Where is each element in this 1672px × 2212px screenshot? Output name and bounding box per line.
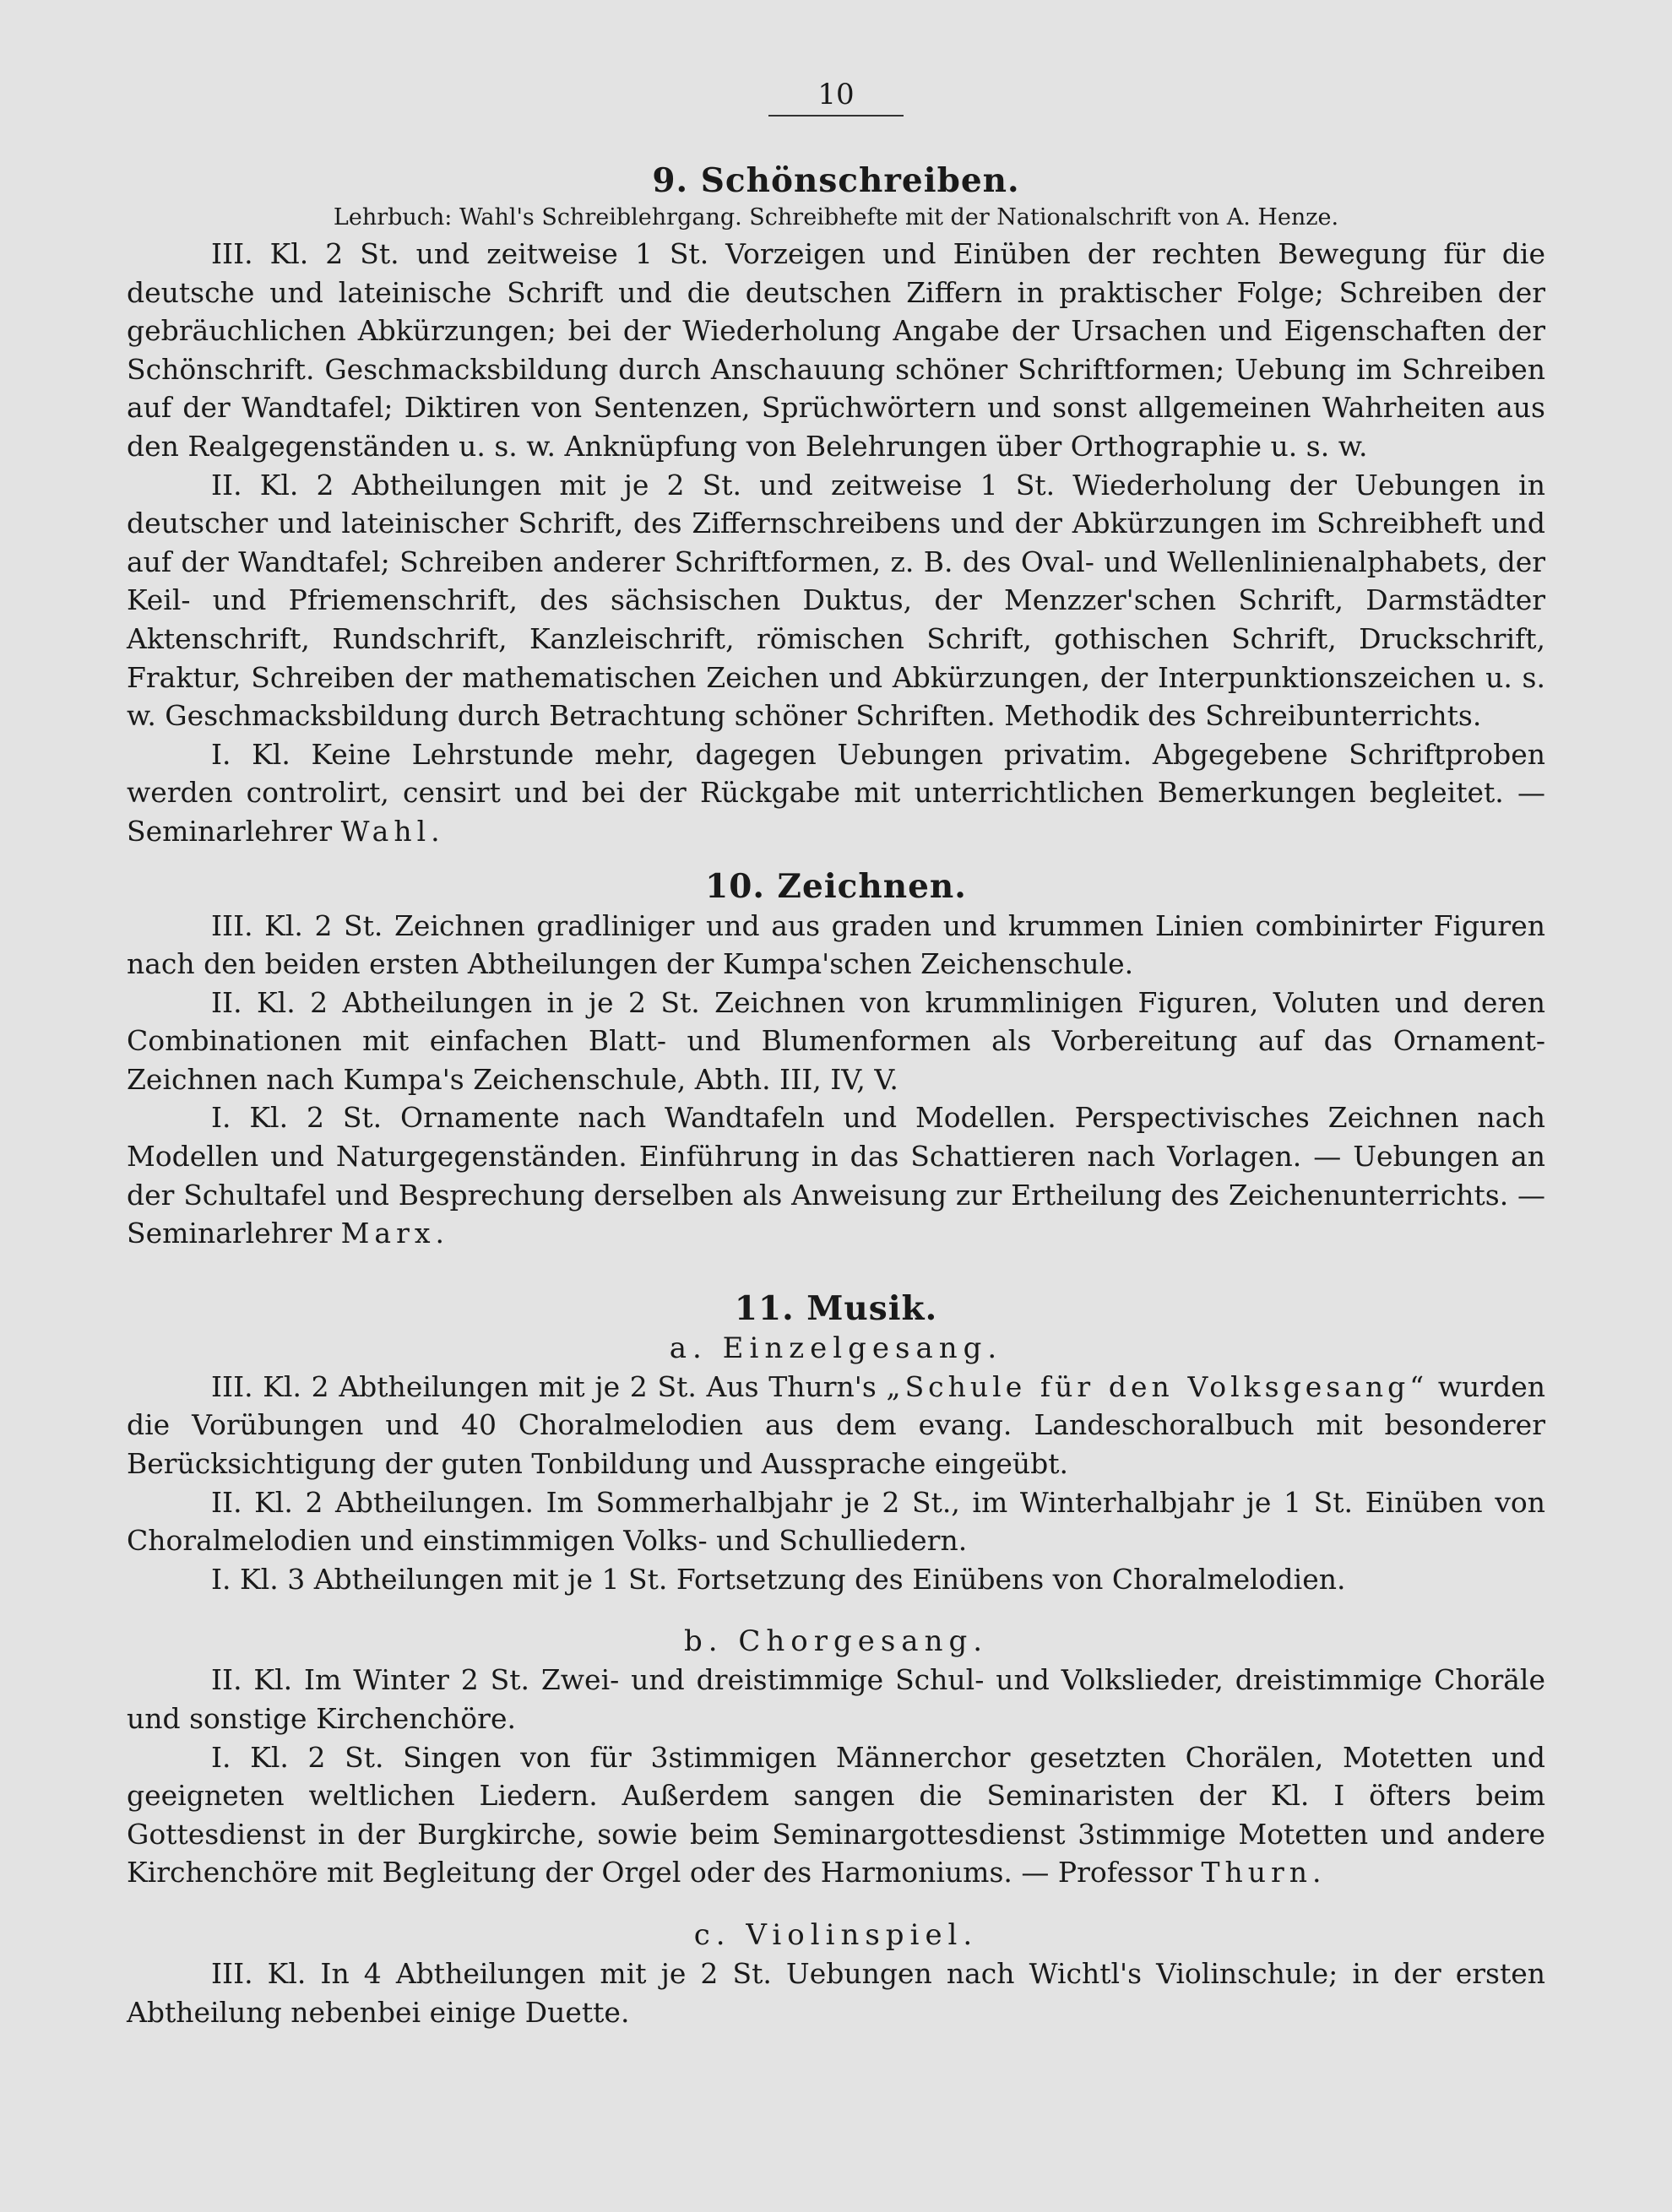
paragraph-text: wurden die Vorübungen und 40 Choralmelodien aus dem evang. Landeschoralbuch mit besonderer Berücksichtigung der guten Tonbildung und Aussprache eingeübt. <box>127 1369 1545 1481</box>
section-title-musik: 11. Musik. <box>734 1288 938 1328</box>
subsection-einzelgesang: a. Einzelgesang. <box>669 1331 1003 1365</box>
paragraph-text: I. Kl. 2 St. Ornamente nach Wandtafeln und Modellen. Perspectivisches Zeichnen nach Modellen und Naturgegenständen. Einführung in das Schattieren nach Vorlagen. — Uebungen an der Schultafel und Besprechung derselben als Anweisung zur Ertheilung des Zeichenunterrichts. — Seminarlehrer <box>127 1101 1545 1250</box>
section-title-zeichnen: 10. Zeichnen. <box>705 866 967 906</box>
subsection-violinspiel: c. Violinspiel. <box>693 1917 979 1952</box>
section-title-schoenschreiben: 9. Schönschreiben. <box>652 161 1020 200</box>
paragraph-class-3-zeichnen: III. Kl. 2 St. Zeichnen gradliniger und aus graden und krummen Linien combinirter Figuren nach den beiden ersten Abtheilungen der Kumpa'schen Zeichenschule. <box>127 908 1545 981</box>
teacher-name: Wahl. <box>340 814 445 848</box>
paragraph-class-1-einzelgesang: I. Kl. 3 Abtheilungen mit je 1 St. Fortsetzung des Einübens von Choralmelodien. <box>211 1562 1346 1596</box>
paragraph-text: I. Kl. 2 St. Singen von für 3stimmigen Männerchor gesetzten Chorälen, Motetten und geeigneten weltlichen Liedern. Außerdem sangen die Seminaristen der Kl. I öfters beim Gottesdienst in der Burgkirche, sowie beim Seminargottesdienst 3stimmige Motetten und andere Kirchenchöre mit Begleitung der Orgel oder des Harmoniums. — Professor <box>127 1740 1545 1889</box>
paragraph-class-2-einzelgesang: II. Kl. 2 Abtheilungen. Im Sommerhalbjahr je 2 St., im Winterhalbjahr je 1 St. Einüben von Choralmelodien und einstimmigen Volks- und Schulliedern. <box>127 1485 1545 1558</box>
paragraph-class-3-einzelgesang <box>127 1368 1545 1483</box>
textbook-note: Lehrbuch: Wahl's Schreiblehrgang. Schreibhefte mit der Nationalschrift von A. Henze. <box>333 204 1339 230</box>
page-number: 10 <box>768 76 904 117</box>
paragraph-class-2-chorgesang: II. Kl. Im Winter 2 St. Zwei- und dreistimmige Schul- und Volkslieder, dreistimmige Choräle und sonstige Kirchenchöre. <box>127 1663 1545 1735</box>
paragraph-class-2-schoenschreiben: II. Kl. 2 Abtheilungen mit je 2 St. und zeitweise 1 St. Wiederholung der Uebungen in deutscher und lateinischer Schrift, des Ziffernschreibens und der Abkürzungen im Schreibheft und auf der Wandtafel; Schreiben anderer Schriftformen, z. B. des Oval- und Wellenlinienalphabets, der Keil- und Pfriemenschrift, des sächsischen Duktus, der Menzzer'schen Schrift, Darmstädter Aktenschrift, Rundschrift, Kanzleischrift, römischen Schrift, gothischen Schrift, Druckschrift, Fraktur, Schreiben der mathematischen Zeichen und Abkürzungen, der Interpunktionszeichen u. s. w. Geschmacksbildung durch Betrachtung schöner Schriften. Methodik des Schreibunterrichts. <box>127 468 1545 733</box>
paragraph-class-1-schoenschreiben <box>127 735 1545 851</box>
paragraph-class-1-chorgesang <box>127 1738 1545 1892</box>
paragraph-text: I. Kl. Keine Lehrstunde mehr, dagegen Uebungen privatim. Abgegebene Schriftproben werden controlirt, censirt und bei der Rückgabe mit unterrichtlichen Bemerkungen begleitet. — Seminarlehrer <box>127 737 1545 848</box>
subsection-chorgesang: b. Chorgesang. <box>683 1624 989 1659</box>
paragraph-text: III. Kl. 2 Abtheilungen mit je 2 St. Aus Thurn's <box>211 1369 877 1403</box>
teacher-name: Marx. <box>340 1217 449 1250</box>
teacher-name: Thurn. <box>1201 1856 1327 1889</box>
document-page <box>127 76 1545 2031</box>
paragraph-class-3-violinspiel: III. Kl. In 4 Abtheilungen mit je 2 St. Uebungen nach Wichtl's Violinschule; in der ersten Abtheilung nebenbei einige Duette. <box>127 1956 1545 2029</box>
book-title: „Schule für den Volksgesang“ <box>886 1369 1429 1403</box>
paragraph-class-1-zeichnen <box>127 1098 1545 1252</box>
paragraph-class-3-schoenschreiben: III. Kl. 2 St. und zeitweise 1 St. Vorzeigen und Einüben der rechten Bewegung für die deutsche und lateinische Schrift und die deutschen Ziffern in praktischer Folge; Schreiben der gebräuchlichen Abkürzungen; bei der Wiederholung Angabe der Ursachen und Eigenschaften der Schönschrift. Geschmacksbildung durch Anschauung schöner Schriftformen; Uebung im Schreiben auf der Wandtafel; Diktiren von Sentenzen, Sprüchwörtern und sonst allgemeinen Wahrheiten aus den Realgegenständen u. s. w. Anknüpfung von Belehrungen über Orthographie u. s. w. <box>127 237 1545 463</box>
paragraph-class-2-zeichnen: II. Kl. 2 Abtheilungen in je 2 St. Zeichnen von krummlinigen Figuren, Voluten und deren Combinationen mit einfachen Blatt- und Blumenformen als Vorbereitung auf das Ornament-Zeichnen nach Kumpa's Zeichenschule, Abth. III, IV, V. <box>127 985 1545 1096</box>
